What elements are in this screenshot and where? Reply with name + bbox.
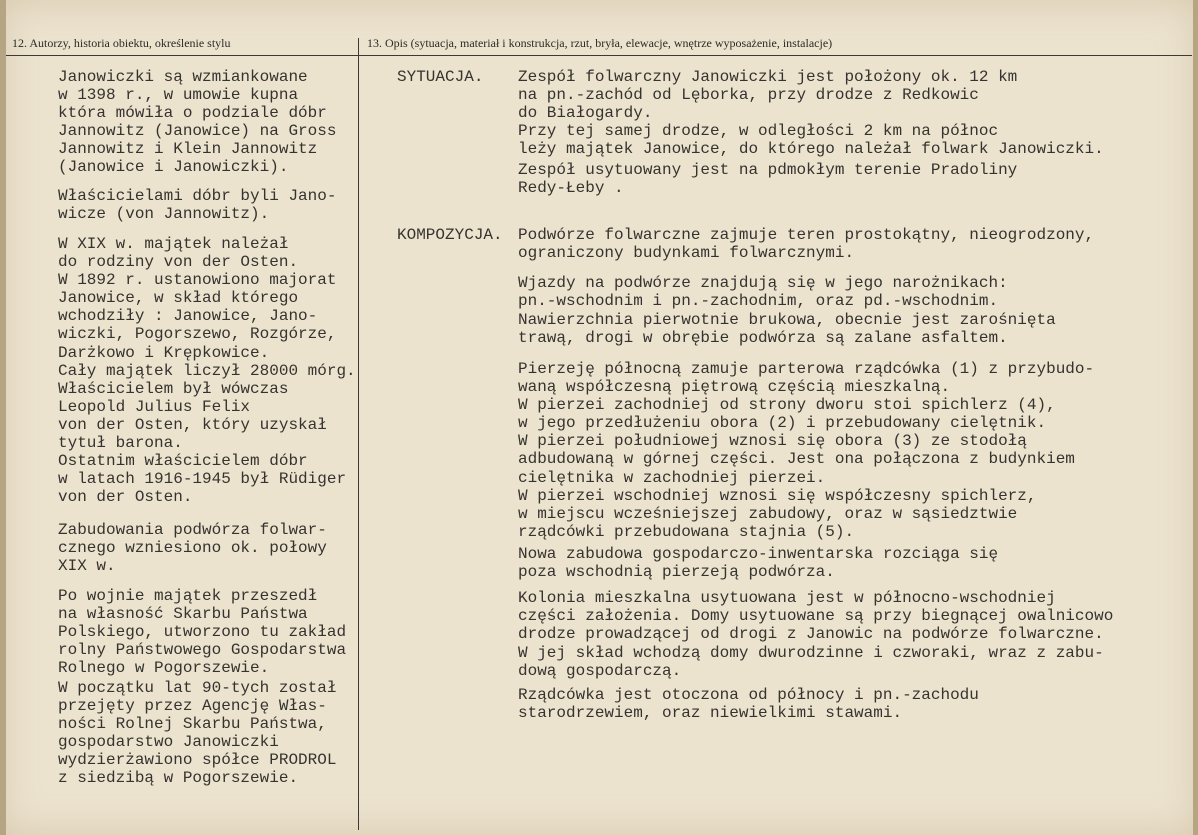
sytuacja-paragraph: Zespół usytuowany jest na pdmokłym terenie Pradoliny Redy-Łeby . xyxy=(518,161,1018,198)
header-divider xyxy=(6,55,1192,56)
history-paragraph: W początku lat 90-tych został przejęty przez Agencję Włas- ności Rolnej Skarbu Państwa, gospodarstwo Janowiczki wydzierżawiono spółce PRODROL z siedzibą w Pogorszewie. xyxy=(58,679,337,788)
page-edge-right xyxy=(1193,0,1198,835)
section-12-header: 12. Autorzy, historia obiektu, określenie stylu xyxy=(12,36,231,50)
kompozycja-paragraph: Nawierzchnia pierwotnie brukowa, obecnie jest zarośnięta trawą, drogi w obrębie podwórza są zalane asfaltem. xyxy=(518,311,1056,348)
kompozycja-label: KOMPOZYCJA. xyxy=(397,226,503,244)
sytuacja-paragraph: Zespół folwarczny Janowiczki jest położony ok. 12 km na pn.-zachód od Lęborka, przy drodze z Redkowic do Białogardy. Przy tej samej drodze, w odległości 2 km na północ leży majątek Janowice, do którego należał folwark Janowiczki. xyxy=(518,68,1104,159)
sytuacja-label: SYTUACJA. xyxy=(397,68,484,86)
history-paragraph: Zabudowania podwórza folwar- cznego wzniesiono ok. połowy XIX w. xyxy=(58,521,327,576)
column-divider xyxy=(358,38,359,830)
kompozycja-paragraph: Podwórze folwarczne zajmuje teren prostokątny, nieogrodzony, ograniczony budynkami folwarcznymi. xyxy=(518,226,1095,263)
history-paragraph: W XIX w. majątek należał do rodziny von der Osten. W 1892 r. ustanowiono majorat Janowice, w skład którego wchodziły : Janowice, Jano- wiczki, Pogorszewo, Rozgórze, Darżkowo i Krępkowice. Cały majątek liczył 28000 mórg. xyxy=(58,235,356,380)
history-paragraph: Po wojnie majątek przeszedł na własność Skarbu Państwa Polskiego, utworzono tu zakład rolny Państwowego Gospodarstwa Rolnego w Pogorszewie. xyxy=(58,587,347,678)
section-13-header: 13. Opis (sytuacja, materiał i konstrukcja, rzut, bryła, elewacje, wnętrze wyposażenie, instalacje) xyxy=(367,36,833,50)
kompozycja-paragraph: Nowa zabudowa gospodarczo-inwentarska rozciąga się poza wschodnią pierzeją podwórza. xyxy=(518,545,999,582)
history-paragraph: Janowiczki są wzmiankowane w 1398 r., w umowie kupna która mówiła o podziale dóbr Jannowitz (Janowice) na Gross Jannowitz i Klein Jannowitz (Janowice i Janowiczki). xyxy=(58,68,337,177)
kompozycja-paragraph: Rządcówka jest otoczona od północy i pn.-zachodu starodrzewiem, oraz niewielkimi stawami. xyxy=(518,686,979,723)
history-paragraph: Właścicielem był wówczas Leopold Julius Felix von der Osten, który uzyskał tytuł barona. xyxy=(58,380,327,453)
kompozycja-paragraph: Pierzeję północną zamuje parterowa rządcówka (1) z przybudo- waną współczesną piętrową częścią mieszkalną. W pierzei zachodniej od strony dworu stoi spichlerz (4), w jego przedłużeniu obora (2) i przebudowany cielętnik. W pierzei południowej wznosi się obora (3) ze stodołą adbudowaną w górnej części. Jest ona połączona z budynkiem cielętnika w zachodniej pierzei. W pierzei wschodniej wznosi się współczesny spichlerz, w miejscu wcześniejszej zabudowy, oraz w sąsiedztwie rządcówki przebudowana stajnia (5). xyxy=(518,360,1095,541)
page-edge-left xyxy=(0,0,6,835)
kompozycja-paragraph: Wjazdy na podwórze znajdują się w jego narożnikach: pn.-wschodnim i pn.-zachodnim, oraz pd.-wschodnim. xyxy=(518,274,1008,311)
kompozycja-paragraph: W jej skład wchodzą domy dwurodzinne i czworaki, wraz z zabu- dową gospodarczą. xyxy=(518,644,1104,681)
history-paragraph: Właścicielami dóbr byli Jano- wicze (von Jannowitz). xyxy=(58,187,337,224)
history-paragraph: Ostatnim właścicielem dóbr w latach 1916-1945 był Rüdiger von der Osten. xyxy=(58,452,347,507)
kompozycja-paragraph: Kolonia mieszkalna usytuowana jest w północno-wschodniej części założenia. Domy usytuowane są przy biegnącej owalnicowo drodze prowadzącej od drogi z Janowic na podwórze folwarczne. xyxy=(518,589,1114,644)
